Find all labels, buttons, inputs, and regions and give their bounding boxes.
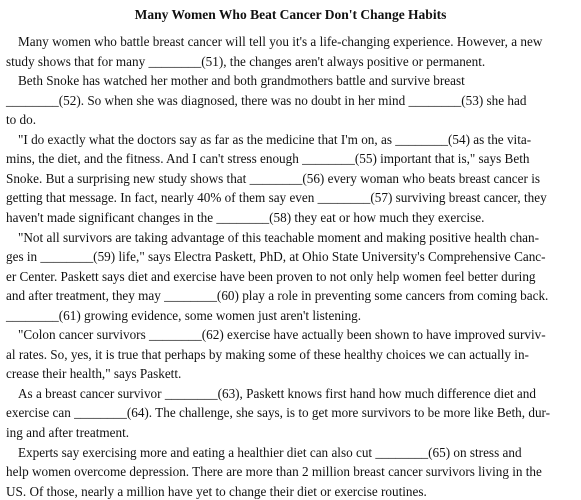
text-line: help women overcome depression. There are more than 2 million breast cancer survivors living in the	[6, 464, 542, 480]
text-line: ges in ________(59) life," says Electra Paskett, PhD, at Ohio State University's Comprehensive Canc-	[6, 249, 546, 265]
text-line: Beth Snoke has watched her mother and both grandmothers battle and survive breast	[18, 73, 465, 89]
text-line: "I do exactly what the doctors say as far as the medicine that I'm on, as ________(54) as the vita-	[18, 131, 532, 147]
text-line: Many women who battle breast cancer will tell you it's a life-changing experience. However, a new	[18, 34, 543, 49]
text-line: crease their health," says Paskett.	[6, 366, 182, 382]
text-line: As a breast cancer survivor ________(63), Paskett knows first hand how much difference diet and	[18, 385, 536, 401]
text-line: getting that message. In fact, nearly 40% of them say even ________(57) surviving breast cancer, they	[6, 190, 547, 206]
text-line: Experts say exercising more and eating a healthier diet can also cut ________(65) on stress and	[18, 444, 522, 460]
text-line: ing and after treatment.	[6, 425, 130, 440]
text-line: US. Of those, nearly a million have yet to change their diet or exercise routines.	[6, 483, 427, 499]
text-line: "Not all survivors are taking advantage of this teachable moment and making positive health chan-	[18, 229, 540, 245]
text-line: study shows that for many ________(51), the changes aren't always positive or permanent.	[6, 53, 486, 69]
text-line: haven't made significant changes in the ________(58) they eat or how much they exercise.	[6, 210, 485, 225]
text-line: er Center. Paskett says diet and exercise have been proven to not only help women feel better during	[6, 268, 536, 284]
text-line: mins, the diet, and the fitness. And I can't stress enough ________(55) important that is," says Beth	[6, 151, 530, 167]
text-line: ________(61) growing evidence, some women just aren't listening.	[6, 307, 362, 323]
text-line: al rates. So, yes, it is true that perhaps by making some of these healthy choices we can actually in-	[6, 346, 529, 362]
text-line: and after treatment, they may ________(60) play a role in preventing some cancers from coming back.	[6, 288, 549, 304]
text-line: ________(52). So when she was diagnosed, there was no doubt in her mind ________(53) she had	[6, 92, 527, 108]
text-line: Snoke. But a surprising new study shows that ________(56) every woman who beats breast cancer is	[6, 170, 540, 186]
text-line: exercise can ________(64). The challenge, she says, is to get more survivors to be more like Beth, dur-	[6, 405, 551, 421]
text-line: to do.	[6, 112, 37, 128]
text-line: "Colon cancer survivors ________(62) exercise have actually been shown to have improved surviv-	[18, 327, 546, 343]
article-title: Many Women Who Beat Cancer Don't Change Habits	[134, 7, 447, 22]
